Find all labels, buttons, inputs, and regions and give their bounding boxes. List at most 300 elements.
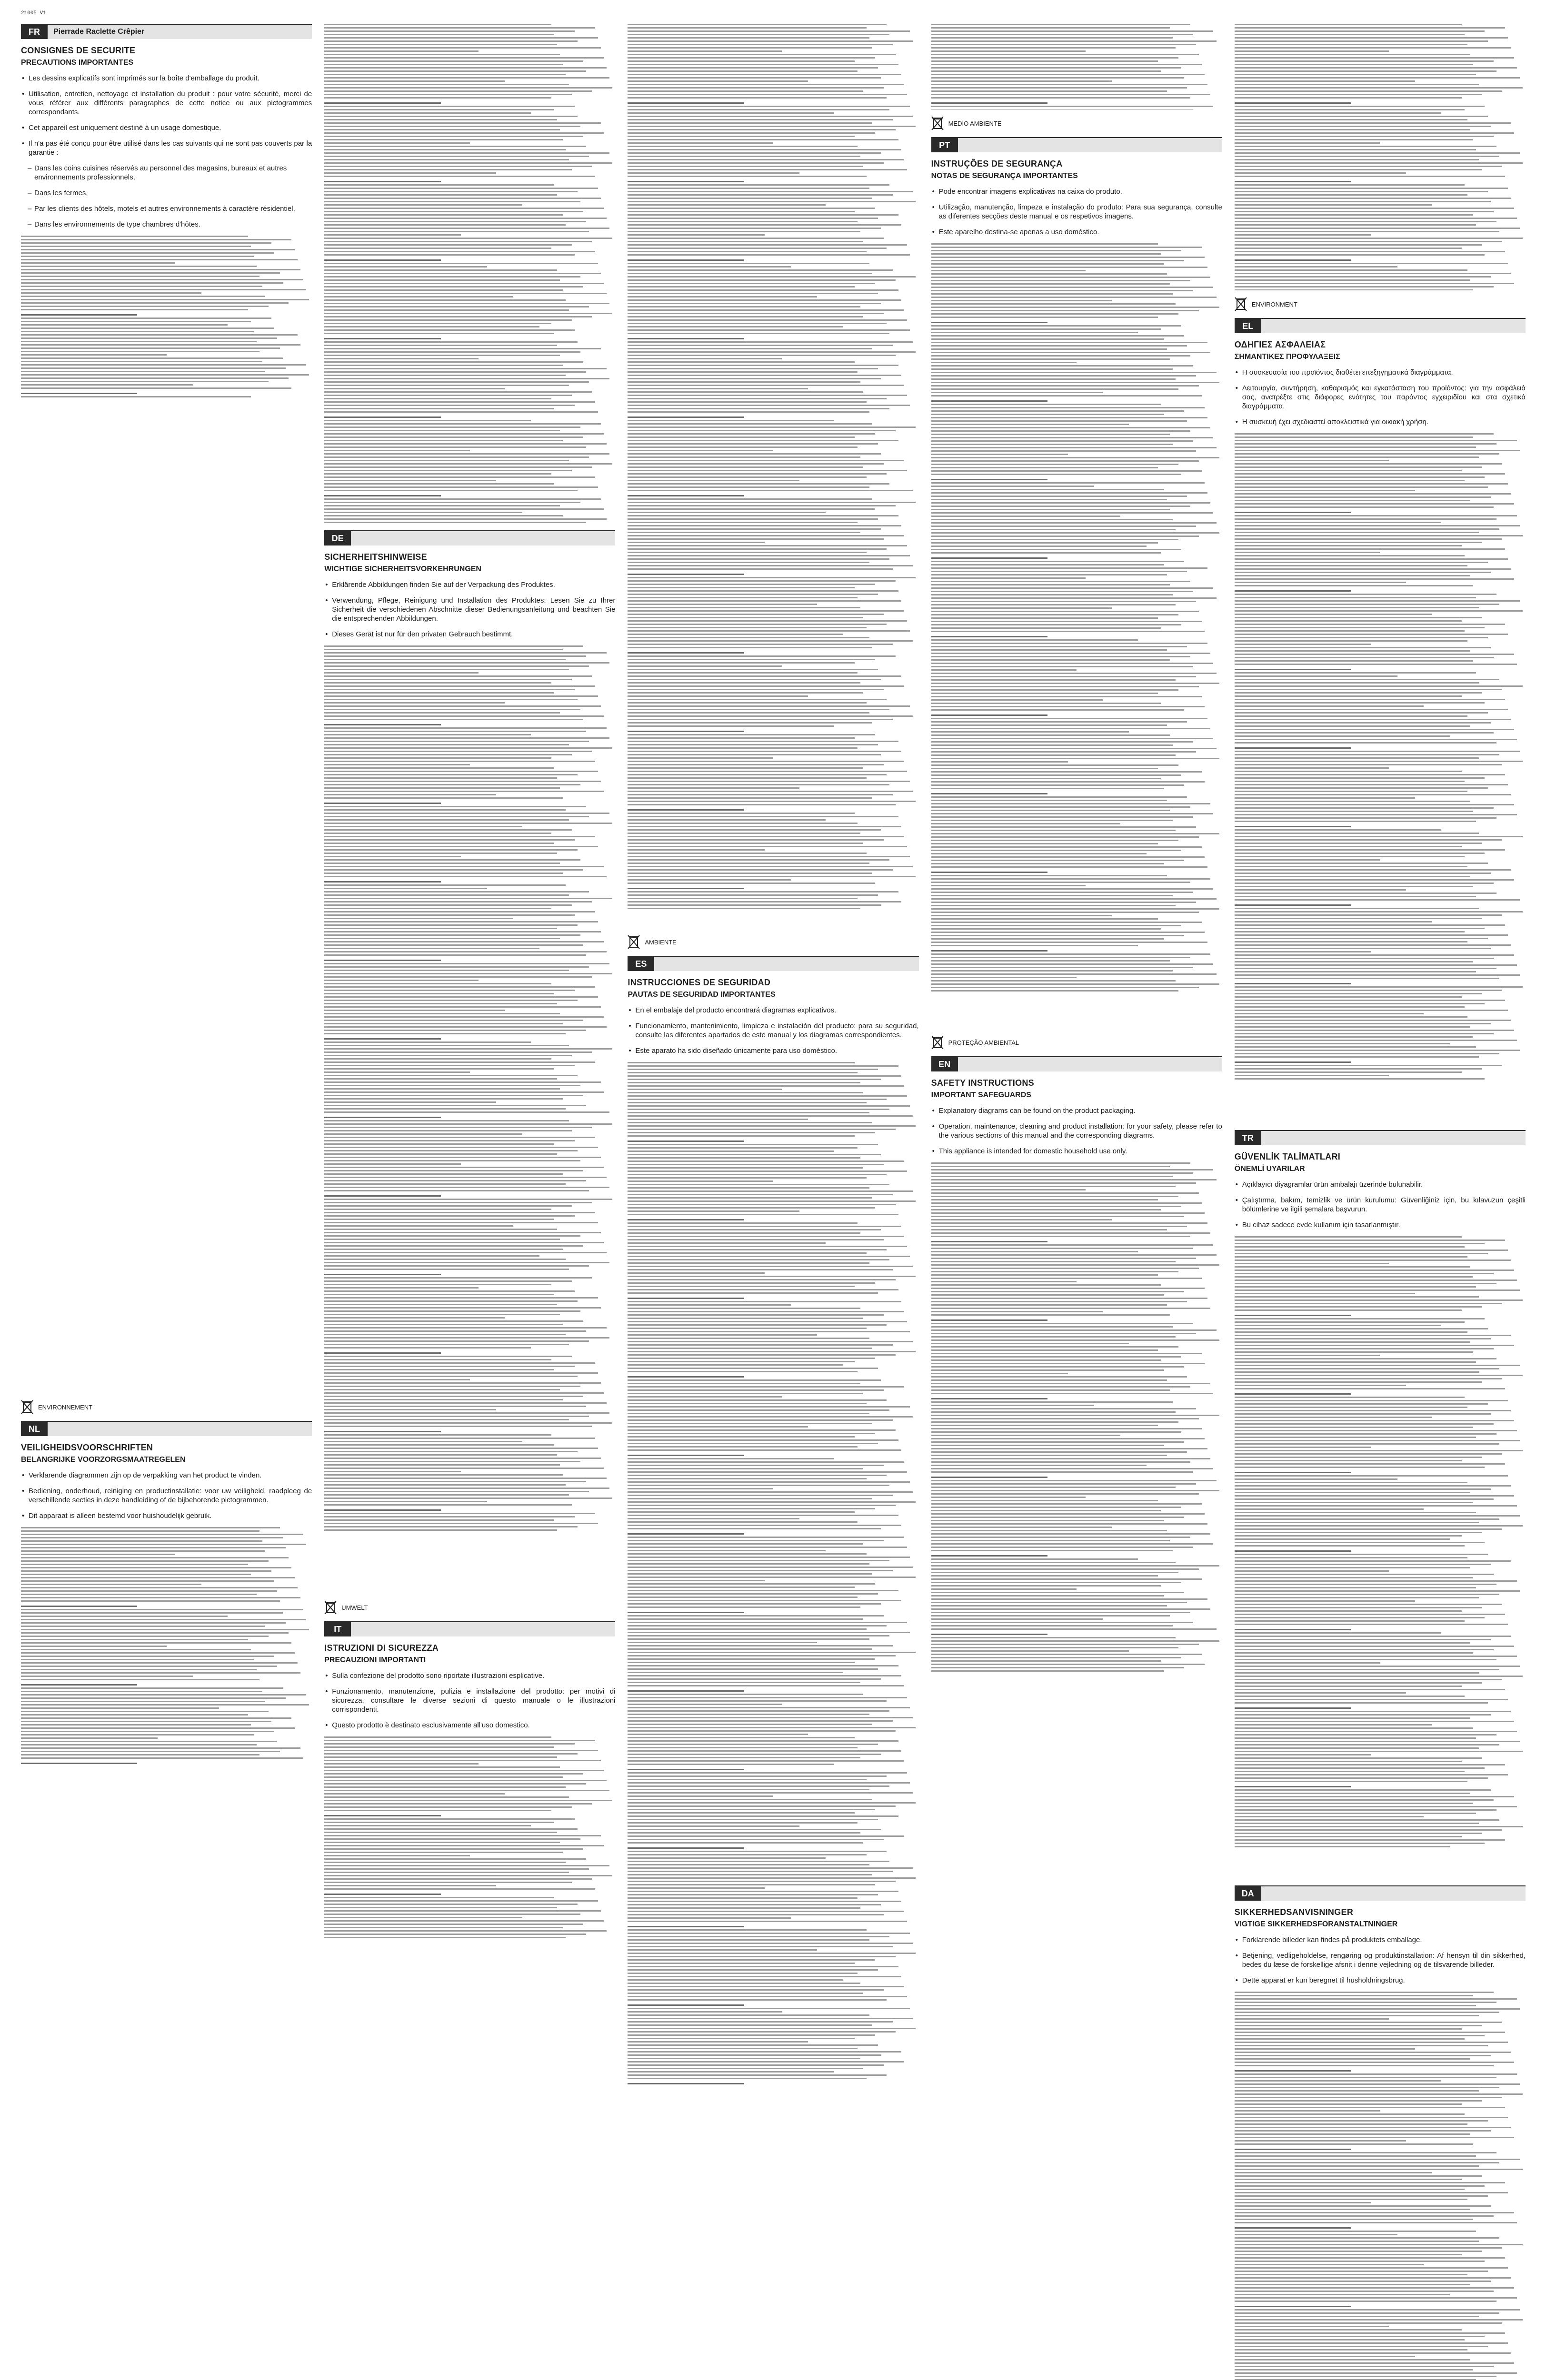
fine-print-line	[324, 761, 595, 762]
fine-print-line	[1235, 951, 1371, 952]
fine-print-line	[628, 24, 887, 25]
fine-print-line	[628, 2074, 887, 2076]
fine-print-line	[324, 1803, 592, 1805]
fine-print-line	[931, 489, 1164, 490]
fine-print-line	[931, 506, 1190, 507]
fine-print-line	[931, 1353, 1202, 1354]
fr-bullet: • Il n'a pas été conçu pour être utilisé dans les cas suivants qui ne sont pas couverts par la garantie :	[21, 139, 312, 157]
fine-print-line	[931, 335, 1185, 337]
fine-print-line	[1235, 1757, 1482, 1759]
fine-print-line	[628, 1354, 895, 1356]
fine-print-line	[628, 149, 901, 150]
fine-print-line	[1235, 2222, 1517, 2223]
fine-print-line	[931, 1271, 1179, 1272]
fine-print-line	[324, 705, 601, 707]
fine-print-line	[628, 1993, 863, 1994]
fine-print-line	[628, 67, 878, 69]
fine-print-line	[324, 228, 609, 229]
fine-print-line	[1235, 542, 1482, 543]
fine-print-line	[1235, 1809, 1496, 1811]
fine-print-line	[931, 744, 1173, 746]
fine-print-line	[628, 1328, 866, 1329]
fine-print-line	[628, 1089, 782, 1090]
fine-print-line	[324, 172, 496, 174]
fine-print-line	[931, 587, 1214, 589]
fine-print-line	[324, 797, 563, 799]
fine-print-line	[324, 1780, 607, 1781]
fine-print-line	[1235, 2155, 1476, 2157]
fine-print-line	[1235, 1614, 1505, 1615]
fine-print-line	[931, 1356, 1182, 1358]
fine-print-line	[628, 408, 889, 409]
fine-print-line	[324, 911, 595, 912]
fine-print-line	[628, 1642, 817, 1643]
fine-print-line	[324, 1494, 569, 1496]
fine-print-line	[1235, 486, 1488, 488]
fine-print-line	[628, 1266, 913, 1267]
fr-environment-label: ENVIRONNEMENT	[38, 1403, 93, 1411]
fine-print-line	[1235, 1355, 1380, 1356]
fine-print-line	[931, 542, 1158, 544]
fine-print-line	[628, 345, 892, 346]
fine-print-line	[21, 299, 309, 300]
fine-print-line	[931, 689, 1179, 691]
fine-print-line	[324, 1934, 586, 1935]
fine-print-line	[324, 102, 440, 104]
fine-print-line	[628, 1112, 869, 1113]
fine-print-line	[931, 260, 1185, 261]
fine-print-line	[21, 1530, 259, 1532]
fine-print-line	[324, 1448, 598, 1449]
fine-print-line	[324, 30, 575, 32]
fine-print-line	[628, 1655, 895, 1656]
fine-print-line	[628, 490, 913, 491]
fine-print-line	[324, 1770, 604, 1771]
fine-print-line	[931, 778, 1161, 779]
fine-print-line	[1235, 1036, 1473, 1038]
fine-print-line	[1235, 1711, 1511, 1712]
fine-print-line	[324, 1773, 583, 1775]
fine-print-line	[628, 371, 858, 373]
fine-print-line	[628, 456, 860, 458]
fine-print-line	[628, 692, 863, 694]
fine-print-line	[931, 434, 1170, 435]
fine-print-line	[628, 1226, 901, 1227]
fine-print-line	[324, 682, 551, 684]
fine-print-line	[324, 1255, 539, 1257]
fine-print-line	[1235, 555, 1465, 556]
fine-print-line	[324, 443, 607, 445]
fine-print-line	[931, 290, 1193, 291]
fine-print-line	[628, 2041, 808, 2043]
fine-print-line	[324, 1882, 572, 1883]
fine-print-line	[1235, 2058, 1470, 2060]
fine-print-line	[324, 1362, 595, 1364]
fine-print-line	[931, 267, 1208, 268]
fine-print-line	[1235, 1345, 1514, 1346]
fine-print-line	[1235, 87, 1523, 89]
fine-print-line	[1235, 896, 1476, 897]
fine-print-line	[628, 1518, 799, 1519]
fine-print-line	[628, 1625, 887, 1626]
fine-print-line	[1235, 1518, 1499, 1520]
fine-print-line	[324, 1045, 569, 1046]
fine-print-line	[1235, 1656, 1517, 1657]
fine-print-line	[931, 1373, 1068, 1374]
fine-print-line	[324, 515, 563, 516]
fine-print-line	[1235, 1512, 1476, 1513]
es-continued-fine-print	[931, 24, 1222, 109]
fine-print-line	[1235, 1078, 1485, 1080]
fine-print-line	[1235, 535, 1523, 536]
fine-print-line	[324, 97, 551, 99]
fine-print-lines	[628, 1062, 918, 2086]
fine-print-line	[324, 395, 572, 396]
da-bullet: • Forklarende billeder kan findes på produktets emballage.	[1235, 1935, 1526, 1944]
fine-print-line	[324, 426, 580, 428]
fine-print-line	[324, 54, 560, 55]
fine-print-line	[1235, 1296, 1479, 1298]
fine-print-line	[628, 1318, 863, 1319]
fine-print-line	[628, 1471, 907, 1473]
fine-print-line	[324, 1392, 604, 1394]
fine-print-line	[21, 1694, 306, 1696]
fine-print-line	[1235, 801, 1470, 802]
fine-print-line	[1235, 1467, 1485, 1468]
fine-print-line	[324, 819, 569, 821]
fine-print-line	[931, 1298, 1208, 1299]
crossed-bin-icon	[628, 935, 640, 949]
fine-print-line	[931, 74, 1205, 75]
fine-print-line	[628, 122, 872, 124]
fine-print-line	[1235, 2301, 1496, 2302]
fine-print-line	[21, 351, 259, 352]
fine-print-line	[931, 90, 1167, 92]
fine-print-line	[324, 1205, 572, 1207]
fine-print-line	[1235, 176, 1505, 177]
fine-print-line	[628, 181, 744, 182]
fine-print-line	[931, 1333, 1196, 1334]
fine-print-line	[1235, 797, 1415, 799]
fine-print-line	[324, 1927, 563, 1928]
fine-print-line	[628, 1864, 869, 1865]
fine-print-line	[1235, 1013, 1424, 1014]
fine-print-line	[628, 1570, 892, 1571]
es-fine-print	[628, 1062, 918, 2380]
fine-print-line	[1235, 876, 1470, 877]
fine-print-line	[1235, 1443, 1499, 1445]
fine-print-line	[628, 761, 904, 762]
fine-print-line	[931, 826, 1196, 828]
fine-print-line	[324, 1504, 572, 1506]
lang-code-pt: PT	[931, 138, 958, 152]
fine-print-line	[324, 1914, 580, 1915]
fine-print-line	[21, 393, 137, 394]
fine-print-line	[1235, 856, 1465, 857]
fine-print-line	[931, 1585, 1161, 1587]
fine-print-line	[628, 797, 872, 799]
fine-print-line	[931, 591, 1193, 592]
fine-print-line	[1235, 44, 1467, 45]
fine-print-line	[324, 1334, 566, 1335]
fine-print-line	[628, 375, 901, 376]
fine-print-line	[628, 1835, 904, 1837]
fine-print-line	[931, 516, 1120, 517]
fine-print-line	[1235, 961, 1473, 962]
fine-print-line	[324, 1855, 470, 1856]
fine-print-line	[931, 607, 1112, 609]
fine-print-line	[1235, 286, 1494, 288]
fine-print-line	[1235, 254, 1485, 256]
fine-print-line	[1235, 983, 1351, 984]
fine-print-line	[324, 433, 604, 435]
fine-print-line	[324, 1157, 601, 1158]
fine-print-line	[1235, 522, 1441, 523]
fine-print-line	[628, 1897, 858, 1899]
fine-print-line	[628, 2018, 913, 2019]
fine-print-line	[1235, 804, 1514, 805]
fine-print-line	[1235, 1286, 1476, 1288]
fine-print-line	[931, 1294, 1164, 1296]
fine-print-line	[931, 1480, 1217, 1481]
fine-print-line	[628, 90, 863, 92]
fine-print-line	[1235, 1056, 1479, 1058]
fine-print-line	[324, 747, 612, 749]
fine-print-line	[628, 1272, 764, 1274]
fine-print-line	[1235, 1385, 1406, 1386]
it-continued-fine-print	[628, 24, 918, 928]
fine-print-line	[1235, 1279, 1517, 1281]
fine-print-line	[1235, 2359, 1470, 2360]
fine-print-line	[324, 1862, 566, 1863]
fine-print-line	[931, 718, 1208, 719]
fine-print-line	[324, 881, 440, 883]
fine-print-line	[1235, 1717, 1470, 1719]
fine-print-line	[324, 1406, 586, 1407]
fine-print-line	[931, 378, 1176, 380]
fine-print-line	[324, 963, 609, 964]
fine-print-line	[628, 84, 904, 85]
fine-print-line	[931, 1304, 1167, 1306]
fine-print-line	[1235, 1669, 1499, 1670]
fine-print-line	[931, 549, 1182, 550]
fine-print-line	[324, 1081, 601, 1083]
fr-dash: – Dans les environnements de type chambres d'hôtes.	[21, 220, 312, 229]
fine-print-lines	[324, 645, 615, 1533]
fine-print-line	[628, 1851, 887, 1852]
fine-print-line	[21, 302, 289, 304]
fine-print-line	[1235, 597, 1476, 598]
fine-print-line	[628, 1167, 863, 1169]
fine-print-line	[931, 526, 1196, 527]
fine-print-line	[1235, 1682, 1482, 1684]
fine-print-line	[628, 1508, 875, 1509]
fine-print-line	[931, 1523, 1208, 1525]
fine-print-line	[21, 1600, 280, 1602]
fine-print-line	[324, 1088, 560, 1090]
fine-print-line	[21, 1757, 303, 1759]
fine-print-line	[324, 794, 496, 795]
fine-print-line	[628, 1125, 916, 1127]
fine-print-line	[931, 1236, 1190, 1237]
fine-print-line	[931, 1595, 1164, 1597]
fine-print-line	[1235, 1577, 1473, 1578]
fine-print-line	[628, 1839, 884, 1840]
fine-print-line	[628, 1560, 889, 1561]
fine-print-line	[931, 1398, 1047, 1399]
fine-print-line	[324, 34, 554, 35]
fine-print-line	[628, 1135, 855, 1137]
fine-print-line	[1235, 211, 1494, 212]
fine-print-line	[1235, 1554, 1488, 1555]
fine-print-line	[628, 1423, 872, 1424]
fine-print-line	[324, 702, 505, 704]
fine-print-line	[324, 57, 604, 59]
fine-print-line	[931, 1301, 1187, 1302]
fine-print-line	[931, 474, 1182, 475]
fine-print-line	[628, 2064, 884, 2066]
fine-print-line	[1235, 1306, 1482, 1308]
fine-print-line	[324, 1389, 560, 1390]
fine-print-line	[628, 1371, 858, 1372]
fine-print-line	[1235, 1026, 1470, 1028]
fine-print-line	[931, 1308, 1211, 1309]
fine-print-line	[931, 872, 1047, 873]
fine-print-line	[628, 2068, 863, 2069]
fine-print-line	[324, 1051, 592, 1053]
fine-print-line	[1235, 712, 1488, 714]
fine-print-line	[1235, 490, 1415, 491]
fine-print-line	[21, 262, 175, 264]
fine-print-line	[324, 1209, 551, 1210]
fine-print-line	[628, 1563, 869, 1565]
fine-print-line	[1235, 886, 1473, 887]
it-heading: ISTRUZIONI DI SICUREZZA	[324, 1643, 439, 1653]
fine-print-line	[324, 244, 572, 246]
fine-print-line	[1235, 2254, 1462, 2255]
fine-print-line	[628, 2011, 782, 2013]
fine-print-line	[324, 1875, 612, 1876]
fine-print-line	[324, 162, 612, 164]
fine-print-line	[324, 996, 598, 998]
es-bullet: • En el embalaje del producto encontrará diagramas explicativos.	[628, 1006, 918, 1015]
fine-print-line	[324, 1215, 575, 1217]
fine-print-line	[324, 833, 551, 834]
fine-print-line	[931, 1451, 1187, 1453]
fine-print-line	[931, 928, 1161, 930]
fine-print-line	[324, 24, 551, 25]
fine-print-line	[628, 1376, 744, 1378]
fine-print-line	[1235, 450, 1520, 451]
fine-print-line	[324, 816, 589, 817]
fine-print-line	[628, 741, 898, 742]
fine-print-line	[628, 2058, 860, 2059]
fine-print-line	[1235, 1764, 1505, 1765]
fine-print-line	[324, 1265, 589, 1267]
fine-print-line	[1235, 129, 1470, 130]
fine-print-line	[628, 279, 895, 281]
fine-print-line	[324, 679, 572, 680]
fine-print-line	[21, 279, 303, 280]
fine-print-line	[324, 1796, 569, 1798]
fine-print-line	[1235, 1522, 1479, 1523]
fine-print-line	[1235, 1240, 1505, 1241]
fine-print-line	[324, 1150, 578, 1151]
fine-print-line	[931, 659, 1170, 661]
fine-print-line	[628, 538, 884, 540]
fine-print-line	[1235, 102, 1351, 104]
fine-print-line	[1235, 470, 1462, 471]
fine-print-line	[1235, 67, 1517, 69]
fine-print-line	[931, 806, 1190, 808]
fine-print-line	[1235, 1751, 1523, 1752]
fine-print-line	[628, 316, 863, 317]
fine-print-line	[1235, 2152, 1496, 2153]
fine-print-line	[628, 381, 860, 383]
fine-print-line	[1235, 440, 1517, 441]
en-bullet: • Operation, maintenance, cleaning and product installation: for your safety, please refer to the various sections of this manual and the corresponding diagrams.	[931, 1122, 1222, 1140]
fine-print-line	[931, 303, 1176, 305]
fine-print-line	[1235, 814, 1517, 815]
fine-print-line	[324, 757, 551, 759]
fine-print-line	[931, 1182, 1196, 1184]
fine-print-line	[931, 617, 1158, 619]
fine-print-line	[628, 1583, 875, 1585]
fine-print-line	[1235, 2267, 1508, 2269]
fine-print-line	[628, 600, 901, 602]
fine-print-line	[931, 322, 1047, 323]
fine-print-line	[1235, 833, 1479, 834]
fine-print-line	[628, 679, 881, 680]
fine-print-line	[1235, 1338, 1491, 1339]
fine-print-line	[1235, 1846, 1450, 1847]
fine-print-line	[324, 1033, 566, 1034]
fine-print-line	[21, 321, 251, 322]
fine-print-line	[324, 1509, 440, 1511]
fine-print-line	[931, 699, 1103, 701]
fine-print-line	[931, 1169, 1214, 1170]
fine-print-line	[324, 803, 440, 804]
fine-print-line	[1235, 2159, 1520, 2160]
fine-print-line	[1235, 2362, 1514, 2364]
fine-print-line	[324, 1307, 601, 1309]
fine-print-line	[628, 1690, 744, 1692]
fine-print-line	[931, 1487, 1176, 1488]
fine-print-line	[1235, 1829, 1502, 1831]
fine-print-line	[1235, 1010, 1508, 1011]
lang-code-it: IT	[324, 1622, 351, 1636]
fine-print-line	[324, 754, 572, 755]
fine-print-line	[628, 662, 855, 664]
fine-print-line	[1235, 156, 1499, 157]
fine-print-line	[1235, 2083, 1520, 2085]
fine-print-line	[1235, 1488, 1491, 1490]
fine-print-line	[628, 172, 799, 174]
fine-print-line	[324, 1317, 505, 1319]
fine-print-line	[324, 378, 609, 379]
fine-print-line	[1235, 1819, 1499, 1821]
fine-print-line	[1235, 1440, 1520, 1441]
fine-print-line	[1235, 2133, 1470, 2135]
fine-print-line	[324, 1048, 612, 1050]
fine-print-line	[1235, 1528, 1502, 1530]
fine-print-line	[628, 794, 892, 795]
fine-print-line	[628, 1154, 881, 1155]
fine-print-line	[628, 1946, 892, 1947]
fine-print-line	[324, 375, 566, 376]
fr-bullet: • Les dessins explicatifs sont imprimés sur la boîte d'emballage du produit.	[21, 74, 312, 83]
fine-print-line	[1235, 1410, 1511, 1411]
